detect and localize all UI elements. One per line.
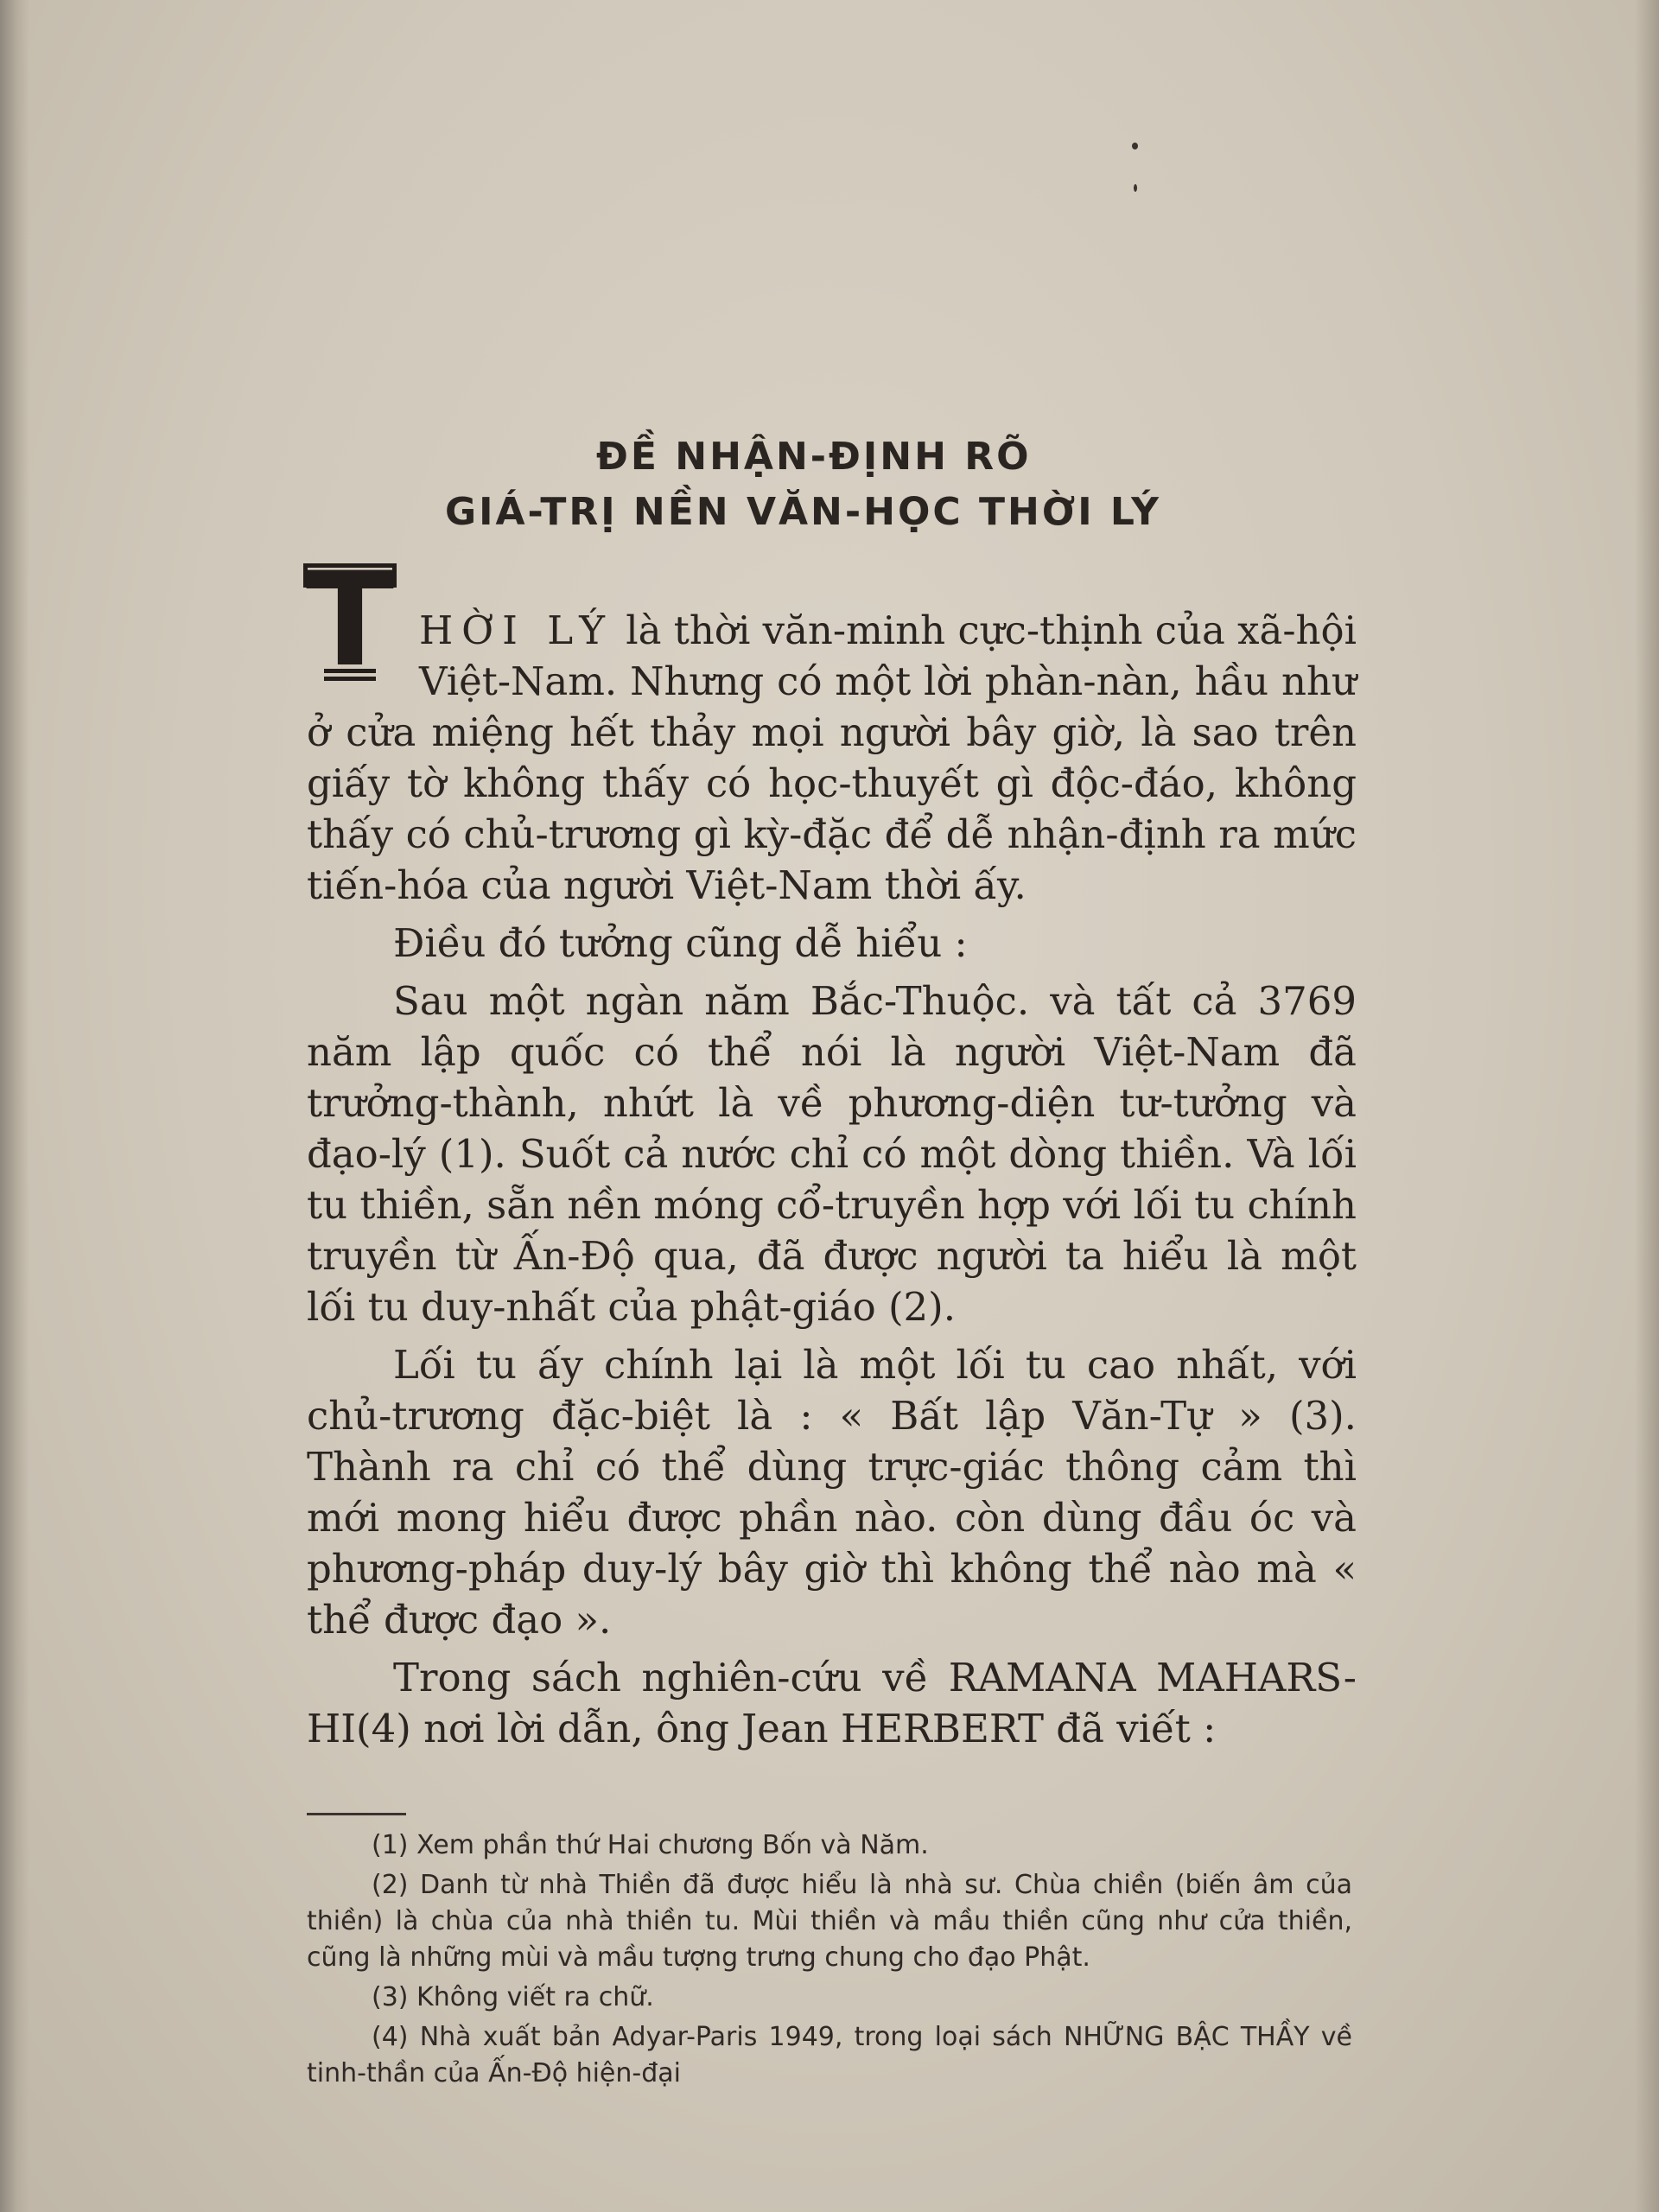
ink-speck <box>1132 143 1138 149</box>
body-text <box>305 545 1357 1761</box>
page-edge-left <box>0 0 29 2212</box>
paragraph-3: Sau một ngàn năm Bắc-Thuộc. và tất cả 3769 năm lập quốc có thể nói là người Việt-Nam đã trưởng-thành, nhứt là về phương-diện tư-tưởng và đạo-lý (1). Suốt cả nước chỉ có một dòng thiền. Và lối tu thiền, sẵn nền móng cổ-truyền hợp với lối tu chính truyền từ Ấn-Độ qua, đã được người ta hiểu là một lối tu duy-nhất của phật-giáo (2). <box>307 978 1357 1330</box>
title-line-2: GIÁ-TRỊ NỀN VĂN-HỌC THỜI LÝ <box>445 490 1161 534</box>
title-line-1: ĐỀ NHẬN-ĐỊNH RÕ <box>596 435 1032 479</box>
paragraph-1-lead: HỜI LÝ <box>419 607 613 653</box>
paragraph-1 <box>305 545 1357 911</box>
dropcap-letter: T <box>305 545 395 696</box>
paragraph-1-text: là thời văn-minh cực-thịnh của xã-hội Việt-Nam. Nhưng có một lời phàn-nàn, hầu như ở cửa miệng hết thảy mọi người bây giờ, là sao trên giấy tờ không thấy có học-thuyết gì độc-đáo, không thấy có chủ-trương gì kỳ-đặc để dễ nhận-định ra mức tiến-hóa của người Việt-Nam thời ấy. <box>307 607 1357 908</box>
footnote-3: (3) Không viết ra chữ. <box>372 1982 654 2012</box>
page-edge-right <box>1635 0 1659 2212</box>
paragraph-5: Trong sách nghiên-cứu về RAMANA MAHARS-HI(4) nơi lời dẫn, ông Jean HERBERT đã viết : <box>307 1655 1357 1751</box>
footnote-2: (2) Danh từ nhà Thiền đã được hiểu là nhà sư. Chùa chiền (biến âm của thiền) là chùa của nhà thiền tu. Mùi thiền và mầu thiền cũng như cửa thiền, cũng là những mùi và mầu tượng trưng chung cho đạo Phật. <box>307 1870 1352 1973</box>
footnote-divider <box>307 1813 406 1815</box>
ink-speck <box>1134 184 1137 192</box>
paragraph-4: Lối tu ấy chính lại là một lối tu cao nhất, với chủ-trương đặc-biệt là : « Bất lập Văn-Tự » (3). Thành ra chỉ có thể dùng trực-giác thông cảm thì mới mong hiểu được phần nào. còn dùng đầu óc và phương-pháp duy-lý bây giờ thì không thể nào mà « thể được đạo ». <box>307 1342 1357 1643</box>
dropcap <box>298 545 402 696</box>
footnotes <box>307 1827 1352 2095</box>
footnote-4: (4) Nhà xuất bản Adyar-Paris 1949, trong loại sách NHỮNG BẬC THẦY về tinh-thần của Ấn-Độ hiện-đại <box>307 2022 1352 2088</box>
footnote-1: (1) Xem phần thứ Hai chương Bốn và Năm. <box>372 1830 929 1860</box>
paragraph-2: Điều đó tưởng cũng dễ hiểu : <box>393 920 968 966</box>
